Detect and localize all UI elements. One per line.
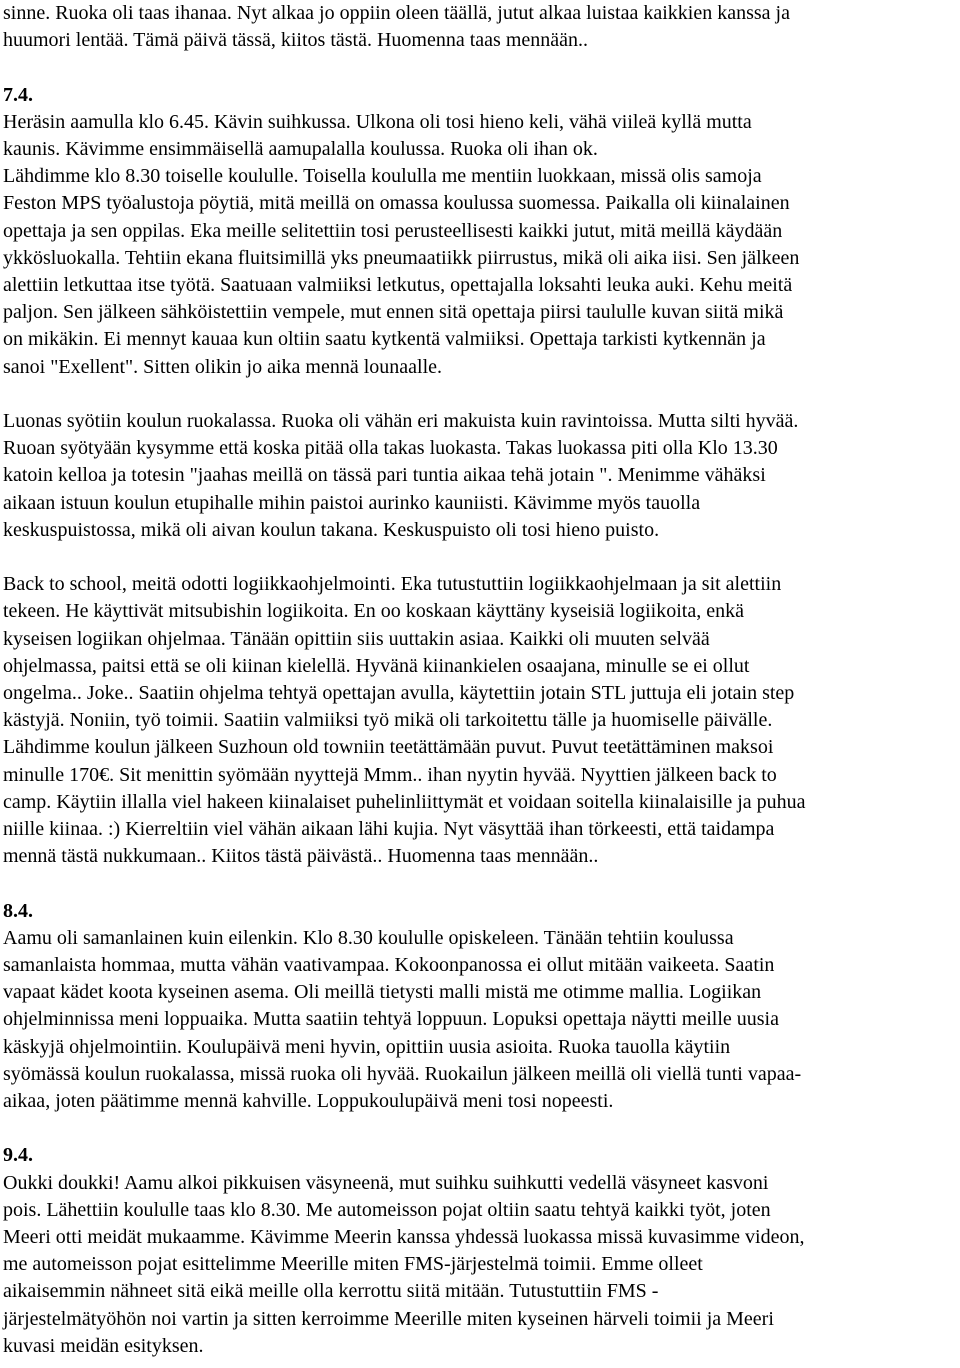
diary-entry [3,1142,954,1360]
entry-paragraph: Luonas syötiin koulun ruokalassa. Ruoka oli vähän eri makuista kuin ravintoissa. Mutta silti hyvää. Ruoan syötyään kysymme että koska pitää olla takas luokasta. Takas luokassa piti olla Klo 13.30 katoin kelloa ja totesin "jaahas meillä on tässä pari tuntia aikaa tehä jotain ". Menimme vähäksi aikaan istuun koulun etupihalle mihin paistoi aurinko kauniisti. Kävimme myös tauolla keskuspuistossa, mikä oli aivan koulun takana. Keskuspuisto oli tosi hieno puisto. [3,410,799,541]
spacer [3,870,954,897]
spacer [3,381,954,408]
continuation-paragraph: sinne. Ruoka oli taas ihanaa. Nyt alkaa jo oppiin oleen täällä, jutut alkaa luistaa kaikkien kanssa ja huumori lentää. Tämä päivä tässä, kiitos tästä. Huomenna taas mennään.. [3,2,790,52]
entry-paragraph: Oukki doukki! Aamu alkoi pikkuisen väsyneenä, mut suihku suihkutti vedellä väsyneet kasvoni pois. Lähettiin koululle taas klo 8.30. Me automeisson pojat oltiin saatu tehtyä kaikki työt, joten Meeri otti meidät mukaamme. Kävimme Meerin kanssa yhdessä luokassa missä kuvasimme videon, me automeisson pojat esittelimme Meerille miten FMS-järjestelmä toimii. Emme olleet aikaisemmin nähneet sitä eikä meille olla kerrottu siitä mitään. Tutustuttiin FMS - järjestelmätyöhön noi vartin ja sitten kerroimme Meerille miten kyseinen härveli toimii ja Meeri kuvasi meidän esityksen. [3,1171,805,1357]
spacer [3,1115,954,1142]
spacer [3,54,954,81]
entry-date: 8.4. [3,899,33,922]
entry-paragraph: Aamu oli samanlainen kuin eilenkin. Klo 8.30 koululle opiskeleen. Tänään tehtiin koulussa samanlaista hommaa, mutta vähän vaativampaa. Kokoonpanossa ei ollut mitään vaikeeta. Saatin vapaat kädet koota kyseinen asema. Oli meillä tietysti malli mistä me otimme mallia. Logiikan ohjelminnissa meni loppuaika. Mutta saatiin tehtyä loppuun. Lopuksi opettaja näytti meille uusia käskyjä ohjelmointiin. Koulupäivä meni hyvin, opittiin uusia asioita. Ruoka tauolla käytiin syömässä koulun ruokalassa, missä ruoka oli hyvää. Ruokailun jälkeen meillä oli viellä tunti vapaa- aikaa, joten päätimme mennä kahville. Loppukoulupäivä meni tosi nopeesti. [3,926,802,1113]
entry-date: 7.4. [3,83,33,106]
entry-paragraph: Back to school, meitä odotti logiikkaohjelmointi. Eka tutustuttiin logiikkaohjelmaan ja sit alettiin tekeen. He käyttivät mitsubishin logiikoita. En oo koskaan käyttäny kyseisiä logiikoita, enkä kyseisen logiikan ohjelmaa. Tänään opittiin siis uuttakin asiaa. Kaikki oli muuten selvää ohjelmassa, paitsi että se oli kiinan kielellä. Hyvänä kiinankielen osaajana, minulle se ei ollut ongelma.. Joke.. Saatiin ohjelma tehtyä opettajan avulla, käytettiin jotain STL juttuja eli jotain step kästyjä. Noniin, työ toimii. Saatiin valmiiksi työ mikä oli tarkoitettu tälle ja huomiselle päivälle. Lähdimme koulun jälkeen Suzhoun old towniin teetättämään puvut. Puvut teetättäminen maksoi minulle 170€. Sit menittin syömään nyyttejä Mmm.. ihan nyytin hyvää. Nyyttien jälkeen back to camp. Käytiin illalla viel hakeen kiinalaiset puhelinliittymät et voidaan soitella kiinalaisille ja puhua niille kiinaa. :) Kierreltiin viel vähän aikaan lähi kujia. Nyt väsyttää ihan törkeesti, että taidampa mennä tästä nukkumaan.. Kiitos tästä päivästä.. Huomenna taas mennään.. [3,573,806,868]
spacer [3,544,954,571]
entry-paragraph: Heräsin aamulla klo 6.45. Kävin suihkussa. Ulkona oli tosi hieno keli, vähä viileä kyllä mutta kaunis. Kävimme ensimmäisellä aamupalalla koulussa. Ruoka oli ihan ok. Lähdimme klo 8.30 toiselle koululle. Toisella koululla me mentiin luokkaan, missä olis samoja Feston MPS työalustoja pöytiä, mitä meillä on omassa koulussa suomessa. Paikalla oli kiinalainen opettaja ja sen oppilas. Eka meille selitettiin tosi perusteellisesti kaikki jutut, mitä meillä käydään ykkösluokalla. Tehtiin ekana fluitsimillä yks pneumaatiikk piirrustus, mikä oli aika iisi. Sen jälkeen alettiin letkuttaa itse työtä. Saatuaan valmiiksi letkutus, opettajalla loksahti leuka auki. Kehu meitä paljon. Sen jälkeen sähköistettiin vempele, mut ennen sitä opettaja piirsi taululle kuvan siitä mikä on mikäkin. Ei mennyt kauaa kun oltiin saatu kytkentä valmiiksi. Opettaja tarkisti kytkennän ja sanoi "Exellent". Sitten olikin jo aika mennä lounaalle. [3,110,800,378]
diary-entry [3,82,954,871]
diary-entry [3,898,954,1116]
entry-date: 9.4. [3,1144,33,1167]
